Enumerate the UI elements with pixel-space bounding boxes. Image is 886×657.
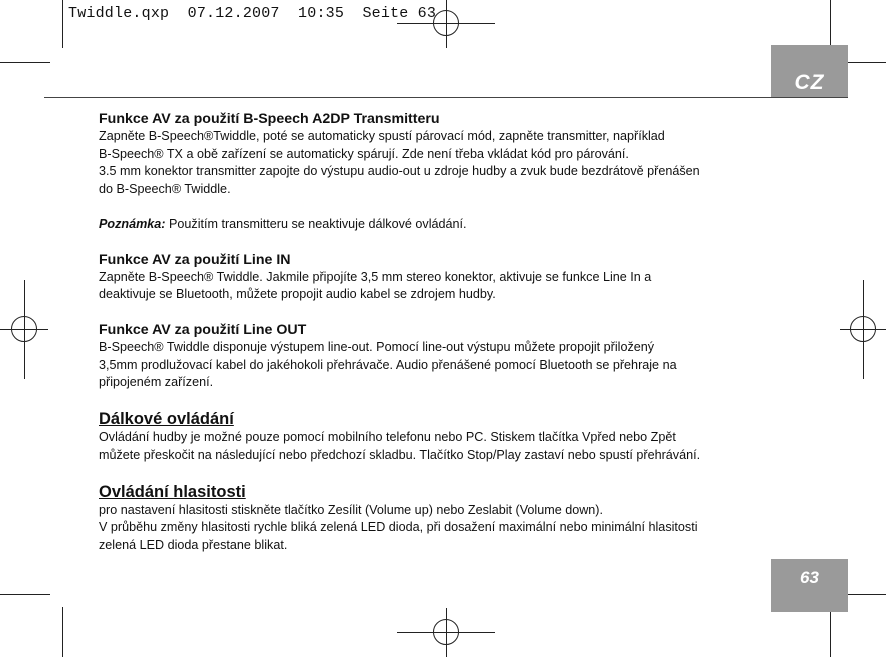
body-line: pro nastavení hlasitosti stiskněte tlačítko Zesílit (Volume up) nebo Zeslabit (Volume down). bbox=[99, 502, 603, 517]
body-line: Zapněte B-Speech®Twiddle, poté se automaticky spustí párovací mód, zapněte transmitter, například bbox=[99, 129, 665, 143]
crop-mark-bottom-left-h bbox=[0, 594, 50, 595]
reg-mark-top-circle bbox=[433, 10, 459, 36]
note bbox=[99, 216, 809, 234]
body-line: Zapněte B-Speech® Twiddle. Jakmile připojíte 3,5 mm stereo konektor, aktivuje se funkce Line In a bbox=[99, 269, 652, 284]
crop-mark-bottom-right-v bbox=[830, 607, 831, 657]
reg-mark-bottom-circle bbox=[433, 619, 459, 645]
language-tab: CZ bbox=[771, 45, 848, 98]
note-label: Poznámka: bbox=[99, 216, 166, 231]
body-line: 3,5mm prodlužovací kabel do jakéhokoli přehrávače. Audio přenášené pomocí Bluetooth se přehraje na bbox=[99, 357, 677, 372]
section-title: Funkce AV za použití Line OUT bbox=[99, 322, 307, 338]
body-line: Ovládání hudby je možné pouze pomocí mobilního telefonu nebo PC. Stiskem tlačítka Vpřed nebo Zpět bbox=[99, 430, 676, 444]
reg-mark-right-circle bbox=[850, 316, 876, 342]
section-line-in bbox=[99, 251, 809, 304]
note-line bbox=[99, 216, 809, 234]
section-title: Dálkové ovládání bbox=[99, 410, 234, 428]
body-line: V průběhu změny hlasitosti rychle bliká zelená LED dioda, při dosažení maximální nebo minimální hlasitosti bbox=[99, 520, 698, 534]
header-rule bbox=[44, 97, 848, 98]
section-title: Funkce AV za použití B-Speech A2DP Transmitteru bbox=[99, 111, 440, 127]
section-title: Ovládání hlasitosti bbox=[99, 482, 246, 501]
body-line: zelená LED dioda přestane blikat. bbox=[99, 537, 288, 552]
page-number: 63 bbox=[771, 559, 848, 612]
section-volume-control bbox=[99, 482, 809, 555]
page-content bbox=[99, 110, 809, 572]
section-a2dp bbox=[99, 110, 809, 198]
crop-mark-top-left-v bbox=[62, 0, 63, 48]
section-title: Funkce AV za použití Line IN bbox=[99, 251, 291, 268]
body-line: B-Speech® TX a obě zařízení se automaticky spárují. Zde není třeba vkládat kód pro párování. bbox=[99, 146, 629, 161]
body-line: do B-Speech® Twiddle. bbox=[99, 181, 231, 196]
crop-mark-top-left-h bbox=[0, 62, 50, 63]
body-line: můžete přeskočit na následující nebo předchozí skladbu. Tlačítko Stop/Play zastaví nebo spustí přehrávání. bbox=[99, 447, 701, 462]
section-remote-control bbox=[99, 409, 809, 464]
note-text: Použitím transmitteru se neaktivuje dálkové ovládání. bbox=[165, 216, 467, 231]
body-line: B-Speech® Twiddle disponuje výstupem line-out. Pomocí line-out výstupu můžete propojit přiložený bbox=[99, 340, 655, 354]
section-line-out bbox=[99, 321, 809, 392]
crop-mark-bottom-left-v bbox=[62, 607, 63, 657]
body-line: 3.5 mm konektor transmitter zapojte do výstupu audio-out u zdroje hudby a zvuk bude bezdrátově přenášen bbox=[99, 164, 700, 178]
print-slug: Twiddle.qxp 07.12.2007 10:35 Seite 63 bbox=[68, 5, 437, 22]
crop-mark-top-right-v bbox=[830, 0, 831, 48]
reg-mark-left-circle bbox=[11, 316, 37, 342]
body-line: připojeném zařízení. bbox=[99, 375, 214, 389]
body-line: deaktivuje se Bluetooth, můžete propojit audio kabel se zdrojem hudby. bbox=[99, 287, 496, 301]
